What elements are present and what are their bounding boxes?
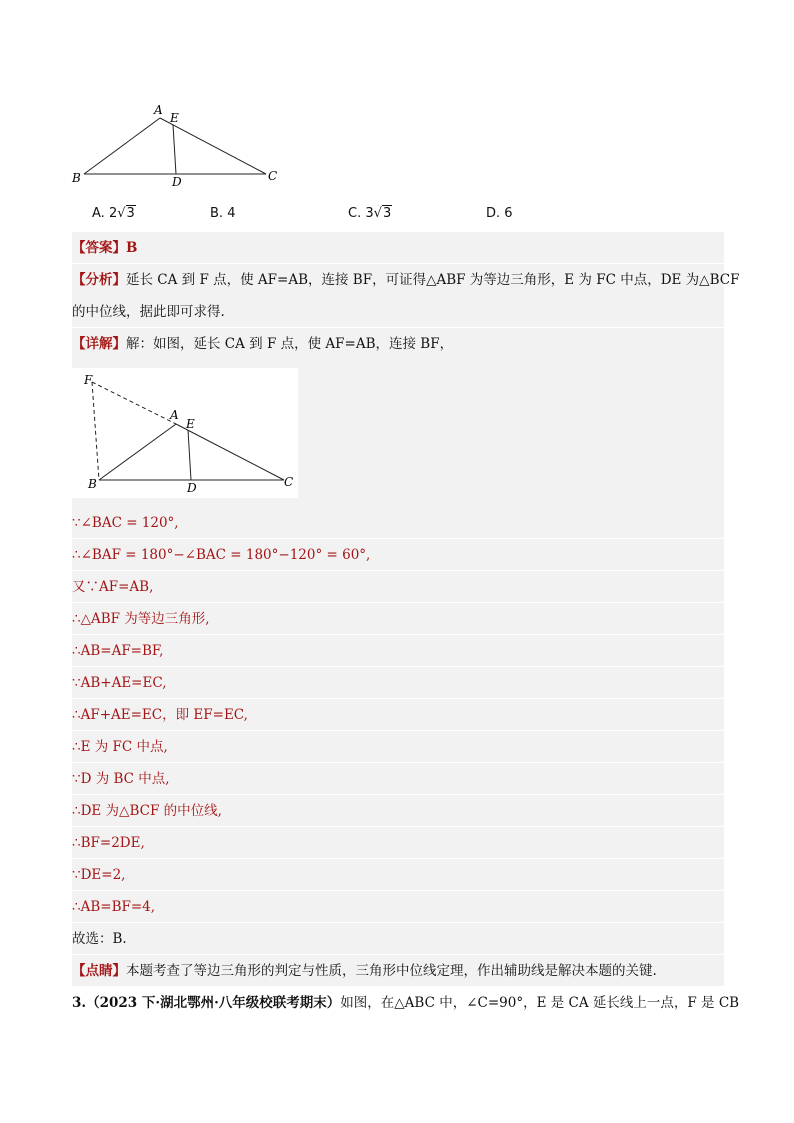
step-line: ∵AB+AE=EC,: [72, 675, 167, 691]
label-a: A: [170, 408, 179, 422]
answer-line: 【答案】B: [72, 240, 138, 256]
segment-ba: [84, 118, 160, 174]
divider: [72, 922, 724, 923]
label-b: B: [72, 171, 81, 185]
step-line: 又∵AF=AB,: [72, 579, 154, 595]
label-e: E: [170, 111, 179, 125]
segment-fb-dashed: [92, 382, 99, 480]
analysis-line-1: 【分析】延长 CA 到 F 点，使 AF=AB，连接 BF，可证得△ABF 为等边三角形，E 为 FC 中点，DE 为△BCF: [72, 272, 740, 288]
step-line: ∴E 为 FC 中点,: [72, 739, 168, 755]
step-line: ∴DE 为△BCF 的中位线,: [72, 803, 222, 819]
step-line: ∵DE=2,: [72, 867, 126, 883]
segment-ac: [176, 424, 284, 480]
divider: [72, 730, 724, 731]
divider: [72, 698, 724, 699]
divider: [72, 794, 724, 795]
label-c: C: [284, 475, 294, 489]
divider: [72, 263, 724, 264]
segment-ed: [188, 430, 191, 480]
divider: [72, 538, 724, 539]
analysis-line-2: 的中位线，据此即可求得.: [72, 304, 225, 320]
step-line: ∴AB=AF=BF,: [72, 643, 164, 659]
comment-line: 【点睛】本题考查了等边三角形的判定与性质，三角形中位线定理，作出辅助线是解决本题的关键.: [72, 963, 657, 979]
divider: [72, 858, 724, 859]
choice-d[interactable]: D. 6: [486, 206, 513, 221]
step-line: ∴AF+AE=EC，即 EF=EC,: [72, 707, 248, 723]
divider: [72, 570, 724, 571]
step-line: ∴BF=2DE,: [72, 835, 145, 851]
step-line: ∴△ABF 为等边三角形,: [72, 611, 210, 627]
label-f: F: [84, 373, 93, 387]
step-line: ∴AB=BF=4,: [72, 899, 156, 915]
segment-fa-dashed: [92, 382, 176, 424]
segment-ed: [173, 125, 176, 174]
choice-b[interactable]: B. 4: [210, 206, 236, 221]
step-line: ∵∠BAC = 120°,: [72, 515, 179, 531]
divider: [72, 762, 724, 763]
label-d: D: [172, 175, 182, 189]
triangle-figure-1: [66, 96, 296, 196]
conclusion-line: 故选：B.: [72, 931, 127, 947]
divider: [72, 327, 724, 328]
label-d: D: [187, 481, 197, 495]
step-line: ∴∠BAF = 180°−∠BAC = 180°−120° = 60°,: [72, 547, 371, 563]
question-3: 3.（2023 下·湖北鄂州·八年级校联考期末）如图，在△ABC 中，∠C=90°，E 是 CA 延长线上一点，F 是 CB: [72, 995, 740, 1011]
choice-a[interactable]: A. 2√3: [92, 206, 135, 221]
divider: [72, 666, 724, 667]
segment-ba: [99, 424, 176, 480]
divider: [72, 634, 724, 635]
triangle-figure-2: [72, 368, 298, 498]
choice-row: [92, 206, 692, 228]
label-e: E: [186, 417, 195, 431]
label-c: C: [268, 169, 278, 183]
choice-c[interactable]: C. 3√3: [348, 206, 392, 221]
divider: [72, 602, 724, 603]
label-b: B: [88, 477, 97, 491]
divider: [72, 890, 724, 891]
divider: [72, 826, 724, 827]
divider: [72, 954, 724, 955]
detail-line-1: 【详解】解：如图，延长 CA 到 F 点，使 AF=AB，连接 BF，: [72, 336, 454, 352]
step-line: ∵D 为 BC 中点,: [72, 771, 170, 787]
label-a: A: [154, 103, 163, 117]
